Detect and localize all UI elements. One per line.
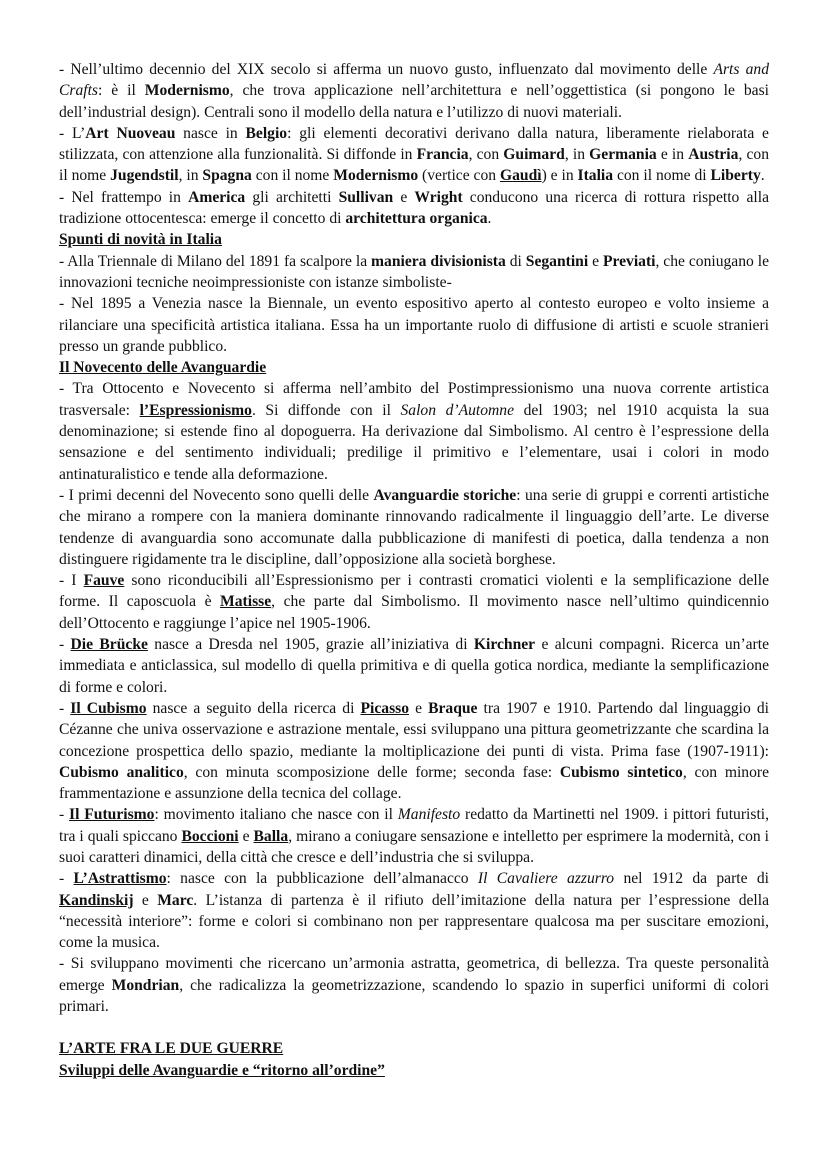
text: ) e in bbox=[541, 167, 578, 185]
text: - Alla Triennale di Milano del 1891 fa scalpore la bbox=[59, 252, 372, 270]
paragraph-america bbox=[59, 187, 769, 230]
text: - bbox=[59, 806, 70, 824]
text: tra 1907 e 1910. Partendo dal linguaggio di Cézanne che univa osservazione e astrazione mentale, essi sviluppano una pittura geometrizzante che scardina la concezione prospettica dello spazio, mediante la moltiplicazione dei punti di vista. Prima fase (1907-1911): bbox=[59, 699, 770, 760]
text: nasce a Dresda nel 1905, grazie all’iniziativa di bbox=[147, 636, 474, 654]
text: - Nel 1895 a Venezia nasce la Biennale, un evento espositivo aperto al contesto europeo e volto insieme a rilanciare una specificità artistica italiana. Essa ha un importante ruolo di diffusione di artisti e scuole stranieri presso un grande pubblico. bbox=[59, 295, 769, 355]
bold-underlined-term: l’Espressionismo bbox=[139, 401, 252, 419]
text: di bbox=[505, 252, 526, 270]
text: e bbox=[393, 188, 415, 206]
paragraph-modernismo bbox=[59, 59, 769, 123]
text: . bbox=[487, 210, 492, 228]
bold-term: Cubismo analitico bbox=[59, 763, 184, 781]
text: - Nell’ultimo decennio del XIX secolo si afferma un nuovo gusto, influenzato dal movimento delle bbox=[59, 61, 714, 78]
paragraph-die-brucke bbox=[59, 634, 769, 698]
bold-term: Germania bbox=[589, 146, 657, 164]
bold-term: Marc bbox=[157, 891, 194, 909]
bold-term: Cubismo sintetico bbox=[559, 763, 683, 781]
text: e bbox=[133, 891, 158, 909]
text: - Si sviluppano movimenti che ricercano un’armonia astratta, geometrica, di bellezza. Tra queste personalità emerge bbox=[59, 955, 769, 994]
text: . L’istanza di partenza è il rifiuto dell’imitazione della natura per l’espressione della “necessità interiore”: forme e colori si combinano non per rappresentare qualcosa ma per suscitare emozioni, come la musica. bbox=[59, 891, 770, 952]
chapter-heading: L’ARTE FRA LE DUE GUERRE bbox=[59, 1040, 284, 1058]
bold-term: Guimard bbox=[503, 146, 565, 164]
text: e bbox=[409, 699, 429, 717]
italic-term: Il Cavaliere azzurro bbox=[477, 870, 615, 888]
bold-underlined-term: Matisse bbox=[220, 593, 272, 611]
text: , con bbox=[468, 146, 504, 164]
bold-term: Francia bbox=[416, 146, 469, 164]
text: , mirano a coniugare sensazione e intelletto per esprimere la modernità, con i suoi caratteri dinamici, della città che cresce e dell’industria che si sviluppa. bbox=[59, 827, 769, 866]
bold-underlined-term: Kandinskij bbox=[59, 891, 134, 909]
paragraph-avanguardie-storiche bbox=[59, 485, 769, 570]
text: nel 1912 da parte di bbox=[614, 870, 770, 888]
bold-term: Modernismo bbox=[333, 167, 419, 185]
bold-term: maniera divisionista bbox=[371, 252, 506, 270]
text: : gli elementi decorativi derivano dalla natura, liberamente rielaborata e stilizzata, con attenzione alla funzionalità. Si diffonde in bbox=[59, 124, 769, 164]
text: , che trova applicazione nell’architettura e nell’oggettistica (si pongono le basi dell’industrial design). Centrali sono il modello della natura e l’utilizzo di nuovi materiali. bbox=[59, 82, 769, 121]
bold-underlined-term: Fauve bbox=[83, 572, 125, 590]
text: - Nel frattempo in bbox=[59, 188, 189, 206]
paragraph-futurismo bbox=[59, 804, 769, 868]
paragraph-astrattismo bbox=[59, 868, 769, 953]
paragraph-mondrian bbox=[59, 953, 769, 1017]
text: del 1903; nel 1910 acquista la sua denominazione; si estende fino al dopoguerra. Ha derivazione dal Simbolismo. Al centro è l’espressione della sensazione e del sentimento individuali; predilige il primitivo e l’elementare, usai i colori in modo antinaturalistico e tende alla deformazione. bbox=[59, 401, 770, 483]
text: (vertice con bbox=[418, 167, 500, 185]
bold-term: Liberty bbox=[710, 167, 761, 185]
text: , con il nome bbox=[59, 146, 769, 185]
text: con il nome bbox=[251, 167, 334, 185]
text: redatto da Martinetti nel 1909. i pittori futuristi, tra i quali spiccano bbox=[59, 806, 770, 845]
bold-term: Austria bbox=[688, 146, 739, 164]
text: - I bbox=[59, 572, 84, 590]
bold-underlined-term: L’Astrattismo bbox=[73, 870, 167, 888]
text: e in bbox=[656, 146, 689, 164]
paragraph-espressionismo bbox=[59, 378, 769, 484]
spacer bbox=[59, 1017, 769, 1038]
text: : nasce con la pubblicazione dell’almanacco bbox=[166, 870, 478, 888]
text: : una serie di gruppi e correnti artistiche che mirano a rompere con la maniera dominante rinnovando radicalmente il linguaggio dell’arte. Le diverse tendenze di avanguardia sono accomunate dalla pubblicazione di manifesti di poetica, dalla tendenza a non distinguere rigidamente tra le discipline, dall’opposizione alla società borghese. bbox=[59, 486, 769, 568]
paragraph-cubismo bbox=[59, 698, 769, 804]
paragraph-triennale bbox=[59, 251, 769, 294]
bold-term: America bbox=[188, 188, 246, 206]
bold-term: Segantini bbox=[525, 252, 589, 270]
text: , in bbox=[564, 146, 590, 164]
section-heading-italia: Spunti di novità in Italia bbox=[59, 231, 222, 249]
bold-term: Avanguardie storiche bbox=[373, 486, 517, 504]
text: : è il bbox=[98, 82, 145, 100]
text: , che coniugano le innovazioni tecniche neoimpressioniste con istanze simboliste- bbox=[59, 252, 769, 291]
bold-underlined-term: Die Brücke bbox=[70, 636, 148, 654]
bold-term: Braque bbox=[428, 699, 478, 717]
bold-underlined-term: Picasso bbox=[360, 699, 410, 717]
bold-term: Mondrian bbox=[111, 976, 180, 994]
text: , con minore frammentazione e assunzione della tecnica del collage. bbox=[59, 763, 769, 803]
italic-term: Manifesto bbox=[397, 806, 461, 824]
bold-term: Art Nuoveau bbox=[85, 124, 176, 142]
text: . Si diffonde con il bbox=[251, 401, 401, 419]
bold-underlined-term: Boccioni bbox=[181, 827, 239, 845]
text: , con minuta scomposizione delle forme; seconda fase: bbox=[183, 763, 560, 781]
text: - bbox=[59, 699, 71, 717]
text: nasce in bbox=[175, 124, 246, 142]
text: - I primi decenni del Novecento sono quelli delle bbox=[59, 486, 374, 504]
section-heading-avanguardie: Il Novecento delle Avanguardie bbox=[59, 359, 267, 377]
bold-term: Spagna bbox=[202, 167, 252, 185]
text: gli architetti bbox=[245, 188, 339, 206]
bold-term: Italia bbox=[577, 167, 614, 185]
bold-underlined-term: Il Cubismo bbox=[70, 699, 147, 717]
bold-term: Previati bbox=[602, 252, 656, 270]
text: e alcuni compagni. Ricerca un’arte immediata e anticlassica, sul modello di quella primitiva e di quella gotica nordica, mediante la semplificazione di forme e colori. bbox=[59, 636, 770, 696]
text: - bbox=[59, 636, 71, 654]
text: - Tra Ottocento e Novecento si afferma nell’ambito del Postimpressionismo una nuova corrente artistica trasversale: bbox=[59, 380, 769, 419]
bold-term: Sullivan bbox=[338, 188, 394, 206]
text: : movimento italiano che nasce con il bbox=[154, 806, 398, 824]
paragraph-art-nouveau bbox=[59, 123, 769, 187]
bold-term: Jugendstil bbox=[110, 167, 179, 185]
text: e bbox=[238, 827, 254, 845]
paragraph-fauve bbox=[59, 570, 769, 634]
bold-term: Belgio bbox=[245, 124, 288, 142]
text: , che parte dal Simbolismo. Il movimento nasce nell’ultimo quindicennio dell’Ottocento e raggiunge l’apice nel 1905-1906. bbox=[59, 593, 770, 632]
bold-term: Wright bbox=[414, 188, 463, 206]
bold-underlined-term: Balla bbox=[253, 827, 289, 845]
bold-term: Modernismo bbox=[144, 82, 230, 100]
text: conducono una ricerca di rottura rispetto alla tradizione ottocentesca: emerge il concetto di bbox=[59, 188, 770, 228]
bold-underlined-term: Il Futurismo bbox=[69, 806, 155, 824]
bold-underlined-term: Gaudì bbox=[499, 167, 542, 185]
italic-term: Arts and Crafts bbox=[59, 61, 769, 100]
paragraph-biennale bbox=[59, 293, 769, 357]
bold-term: Kirchner bbox=[473, 636, 536, 654]
section-heading-sviluppi: Sviluppi delle Avanguardie e “ritorno all’ordine” bbox=[59, 1061, 385, 1079]
italic-term: Salon d’Automne bbox=[400, 401, 515, 419]
text: , in bbox=[178, 167, 203, 185]
text: - bbox=[59, 870, 74, 888]
bold-term: architettura organica bbox=[345, 210, 488, 228]
text: con il nome di bbox=[613, 167, 711, 185]
text: . bbox=[760, 167, 765, 185]
text: e bbox=[588, 252, 603, 270]
text: sono riconducibili all’Espressionismo per i contrasti cromatici violenti e la semplificazione delle forme. Il caposcuola è bbox=[59, 572, 769, 611]
text: nasce a seguito della ricerca di bbox=[146, 699, 361, 717]
text: - L’ bbox=[59, 124, 86, 142]
text: , che radicalizza la geometrizzazione, scandendo lo spazio in superfici uniformi di colori primari. bbox=[59, 976, 769, 1016]
